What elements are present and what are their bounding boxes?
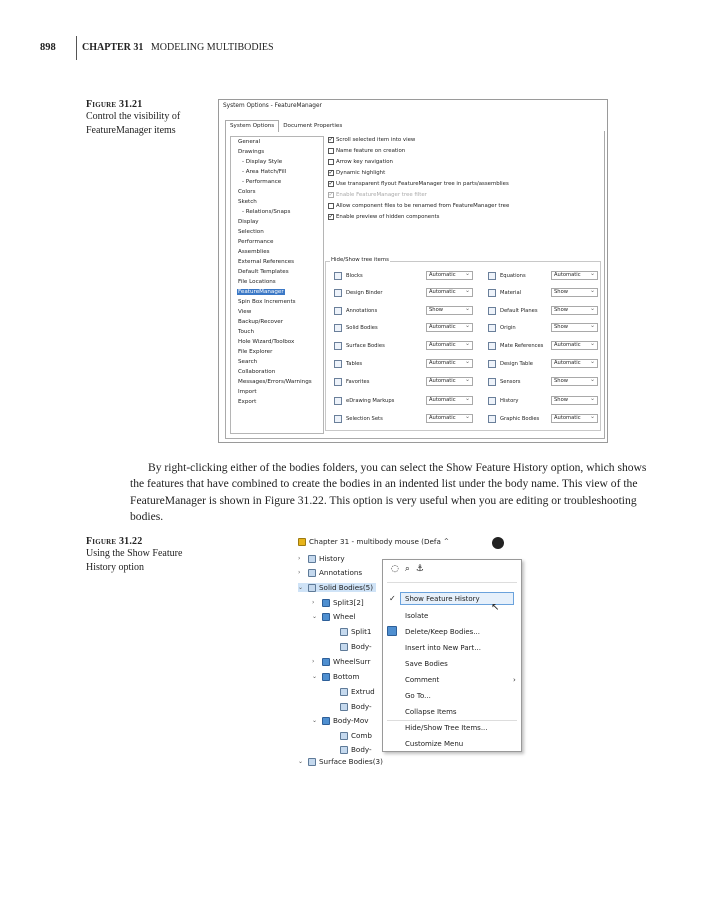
blocks-icon [334,272,342,280]
surface-bodies-folder-icon [308,758,316,766]
tree-root-label: Chapter 31 - multibody mouse (Defa [309,537,441,546]
nav-item[interactable]: Collaboration [238,369,276,375]
tables-icon [334,360,342,368]
expand-arrow-icon[interactable]: › [298,555,301,562]
menu-item-save-bodies[interactable]: Save Bodies [405,660,448,668]
menu-item-comment[interactable]: Comment [405,676,440,684]
tree-item-label: Annotations [319,568,363,577]
row-label: Design Binder [346,290,383,296]
checkbox-unchecked-icon [328,203,334,209]
nav-item[interactable]: General [238,139,261,145]
history-icon [308,555,316,563]
tree-item-row [488,378,520,386]
tree-item[interactable] [312,657,370,666]
row-label: Favorites [346,379,370,385]
nav-item[interactable]: Sketch [238,199,257,205]
row-label: Mate References [500,343,544,349]
checkbox-checked-icon: ✓ [328,136,334,143]
nav-item[interactable]: Selection [238,229,264,235]
nav-item[interactable]: Drawings [238,149,265,155]
figure-31-22-caption [86,536,211,575]
collapse-arrow-icon[interactable]: ⌄ [312,673,318,680]
menu-item-collapse-items[interactable]: Collapse Items [405,708,457,716]
check-icon: ✓ [389,594,396,603]
history-icon [488,397,496,405]
row-label: Solid Bodies [346,325,378,331]
mate-references-icon [488,342,496,350]
tree-item[interactable] [312,612,356,621]
tree-item[interactable] [312,716,368,725]
context-toolbar [391,564,424,574]
move-body-icon [340,643,348,651]
tree-item-row [334,324,378,332]
option-checkbox[interactable] [328,170,385,176]
visibility-select[interactable]: Automatic ⌄ [426,377,473,386]
checkbox-checked-icon: ✓ [328,213,334,220]
mouse-cursor-icon: ↖ [491,602,500,613]
nav-item[interactable]: Hole Wizard/Toolbox [238,339,295,345]
row-label: Equations [500,273,526,279]
nav-item[interactable]: Default Templates [238,269,289,275]
collapse-arrow-icon[interactable]: ⌄ [312,717,318,724]
material-icon [488,289,496,297]
tree-item-row [488,307,538,315]
featuremanager-context-figure [296,535,526,767]
tree-item-label: History [319,554,345,563]
tree-item-row [488,397,518,405]
tree-item-label: Body-Mov [333,716,369,725]
tree-item-row [488,272,526,280]
visibility-select[interactable]: Show ⌄ [551,396,598,405]
chapter-heading [82,42,274,53]
checkbox-checked-icon: ✓ [328,191,334,198]
body-icon [322,613,330,621]
row-label: Blocks [346,273,363,279]
visibility-select[interactable]: Automatic ⌄ [426,396,473,405]
tree-item-label: Comb [351,731,372,740]
menu-item-go-to[interactable]: Go To... [405,692,431,700]
option-checkbox[interactable] [328,214,439,220]
nav-item[interactable]: - Display Style [242,159,283,165]
tree-item[interactable] [298,554,345,563]
annotations-icon [334,307,342,315]
expand-arrow-icon[interactable]: › [298,569,301,576]
chapter-title: MODELING MULTIBODIES [150,42,274,53]
visibility-select[interactable]: Automatic ⌄ [426,288,473,297]
tree-item-row [334,378,369,386]
row-label: Surface Bodies [346,343,385,349]
checkbox-checked-icon: ✓ [328,180,334,187]
visibility-select[interactable]: Automatic ⌄ [426,414,473,423]
chapter-label: CHAPTER 31 [82,42,144,53]
context-menu [382,559,522,752]
nav-item[interactable]: - Performance [242,179,282,185]
collapse-arrow-icon[interactable]: ⌄ [298,584,304,591]
tree-item-label: Wheel [333,612,356,621]
tree-item-label: Body- [351,642,372,651]
tree-item-row [488,415,539,423]
body-icon [322,599,330,607]
menu-item-hide-show-tree-items[interactable]: Hide/Show Tree Items... [405,724,488,732]
checkbox-label: Arrow key navigation [336,159,393,165]
collapse-arrow-icon[interactable]: ⌄ [312,613,318,620]
nav-item[interactable]: Performance [238,239,274,245]
row-label: Design Table [500,361,533,367]
tree-item[interactable] [340,731,372,740]
figure-label: Figure 31.22 [86,536,143,547]
nav-item[interactable]: - Area Hatch/Fill [242,169,287,175]
tree-item-label: Split1 [351,627,372,636]
expand-arrow-icon[interactable]: › [312,599,315,606]
body-icon [322,717,330,725]
nav-item-featuremanager[interactable]: FeatureManager [238,289,284,295]
tree-item-label: WheelSurr [333,657,371,666]
move-body-icon [340,703,348,711]
nav-item[interactable]: External References [238,259,295,265]
visibility-select[interactable]: Automatic ⌄ [551,271,598,280]
tree-item[interactable] [312,672,359,681]
page-number: 898 [40,42,56,53]
solid-bodies-folder-icon [308,584,316,592]
figure-caption-text: Using the Show Feature History option [86,548,183,573]
annotations-icon [308,569,316,577]
nav-item[interactable]: Colors [238,189,256,195]
scroll-up-icon[interactable]: ^ [443,538,449,545]
tree-item[interactable] [340,687,375,696]
tree-item[interactable] [340,702,372,711]
tree-item-row [334,307,377,315]
row-label: Material [500,290,522,296]
surface-bodies-icon [334,342,342,350]
submenu-arrow-icon: › [513,676,516,684]
visibility-select[interactable]: Automatic ⌄ [551,414,598,423]
tree-item-label: Split3[2] [333,598,364,607]
nav-item[interactable]: Assemblies [238,249,270,255]
tree-item[interactable] [312,598,364,607]
equations-icon [488,272,496,280]
tree-item-row [488,289,521,297]
tree-item-row [334,342,385,350]
tree-item-row [334,415,383,423]
nav-item[interactable]: Spin Box Increments [238,299,296,305]
visibility-select[interactable]: Automatic ⌄ [426,323,473,332]
nav-item[interactable]: File Locations [238,279,276,285]
nav-item[interactable]: Display [238,219,259,225]
body-icon [322,658,330,666]
visibility-select[interactable]: Show ⌄ [551,377,598,386]
tree-item-row [334,397,394,405]
origin-icon [488,324,496,332]
tree-item[interactable] [340,642,372,651]
checkbox-label: Allow component files to be renamed from FeatureManager tree [336,203,510,209]
appearance-sphere-icon[interactable] [492,537,504,549]
visibility-select[interactable]: Automatic ⌄ [551,341,598,350]
option-checkbox[interactable] [328,203,509,209]
checkbox-label: Enable preview of hidden components [336,214,440,220]
nav-item[interactable]: Backup/Recover [238,319,284,325]
expand-arrow-icon[interactable]: › [312,658,315,665]
hide-icon[interactable]: ◌ [391,564,399,574]
solid-bodies-icon [334,324,342,332]
nav-item[interactable]: View [238,309,252,315]
tab-system-options[interactable]: System Options [225,120,279,132]
checkbox-unchecked-icon [328,159,334,165]
combine-icon [340,732,348,740]
nav-item[interactable]: - Relations/Snaps [242,209,291,215]
menu-item-customize-menu[interactable]: Customize Menu [405,740,464,748]
part-icon [298,538,306,546]
nav-item[interactable]: Touch [238,329,255,335]
anchor-icon[interactable]: ⚓ [415,564,424,574]
visibility-select[interactable]: Automatic ⌄ [426,271,473,280]
option-checkbox-disabled [328,192,427,198]
tree-item-label: Body- [351,745,372,754]
nav-item[interactable]: File Explorer [238,349,273,355]
favorites-icon [334,378,342,386]
menu-item-insert-into-new-part[interactable]: Insert into New Part... [405,644,481,652]
nav-item[interactable]: Search [238,359,258,365]
expand-arrow-icon[interactable]: ⌄ [298,758,304,765]
tree-item[interactable] [340,745,372,754]
tree-item-row [334,272,363,280]
visibility-select[interactable]: Automatic ⌄ [426,359,473,368]
checkbox-label: Scroll selected item into view [336,137,416,143]
selection-sets-icon [334,415,342,423]
tree-item-label: Extrud [351,687,375,696]
row-label: Origin [500,325,516,331]
option-checkbox[interactable] [328,181,509,187]
visibility-select[interactable]: Show ⌄ [426,306,473,315]
option-checkbox[interactable] [328,148,405,154]
tree-item-selected[interactable] [298,583,376,592]
options-nav-list [230,136,324,434]
system-options-dialog [218,99,608,443]
default-planes-icon [488,307,496,315]
move-body-icon [340,746,348,754]
row-label: Selection Sets [346,416,383,422]
tree-item-row [334,360,362,368]
checkbox-checked-icon: ✓ [328,169,334,176]
tree-item-label: Surface Bodies(3) [319,757,383,766]
extrude-icon [340,688,348,696]
tree-item-row [488,324,516,332]
sensors-icon [488,378,496,386]
option-checkbox[interactable] [328,137,415,143]
menu-separator [387,720,517,721]
row-label: History [500,398,519,404]
tree-item-row [334,289,382,297]
body-paragraph: By right-clicking either of the bodies folders, you can select the Show Feature History option, which shows the features that have combined to create the bodies in an indented list under the body name. This view of the FeatureManager is shown in Figure 31.22. This option is very useful when you are editing or troubleshooting bodies. [130,461,647,524]
menu-separator [387,582,517,583]
tree-item[interactable] [340,627,372,636]
design-table-icon [488,360,496,368]
body-icon [322,673,330,681]
option-checkbox[interactable] [328,159,393,165]
row-label: eDrawing Markups [346,398,395,404]
tree-root[interactable] [298,537,449,546]
header-divider [76,36,77,60]
options-panel [225,131,605,439]
figure-label: Figure 31.21 [86,99,143,110]
split-feature-icon [340,628,348,636]
figure-caption-text: Control the visibility of FeatureManager items [86,111,181,136]
graphic-bodies-icon [488,415,496,423]
checkbox-label: Use transparent flyout FeatureManager tree in parts/assemblies [336,181,509,187]
tab-document-properties[interactable]: Document Properties [279,120,346,132]
visibility-select[interactable]: Show ⌄ [551,306,598,315]
checkbox-unchecked-icon [328,148,334,154]
visibility-select[interactable]: Automatic ⌄ [551,359,598,368]
visibility-select[interactable]: Show ⌄ [551,288,598,297]
row-label: Annotations [346,308,378,314]
checkbox-label: Name feature on creation [336,148,406,154]
tree-item[interactable] [298,757,383,766]
tree-item-label: Body- [351,702,372,711]
nav-item[interactable]: Import [238,389,257,395]
dialog-title: System Options - FeatureManager [223,103,322,109]
row-label: Sensors [500,379,521,385]
nav-item[interactable]: Messages/Errors/Warnings [238,379,312,385]
visibility-select[interactable]: Show ⌄ [551,323,598,332]
nav-item[interactable]: Export [238,399,257,405]
menu-item-isolate[interactable]: Isolate [405,612,429,620]
edrawing-markups-icon [334,397,342,405]
figure-31-21-caption [86,99,211,138]
checkbox-label: Dynamic highlight [336,170,386,176]
row-label: Tables [346,361,363,367]
tree-item-label: Solid Bodies(5) [319,583,374,592]
tree-item-label: Bottom [333,672,360,681]
row-label: Graphic Bodies [500,416,540,422]
checkbox-label: Enable FeatureManager tree filter [336,192,427,198]
delete-bodies-icon [387,626,397,636]
visibility-select[interactable]: Automatic ⌄ [426,341,473,350]
zoom-to-selection-icon[interactable]: ⌕ [404,564,410,574]
tree-item-row [488,342,543,350]
design-binder-icon [334,289,342,297]
tree-item-row [488,360,533,368]
tree-item[interactable] [298,568,362,577]
menu-item-delete-keep-bodies[interactable]: Delete/Keep Bodies... [405,628,480,636]
group-title: Hide/Show tree items [331,257,389,263]
row-label: Default Planes [500,308,538,314]
menu-item-show-feature-history[interactable]: Show Feature History [405,595,480,603]
